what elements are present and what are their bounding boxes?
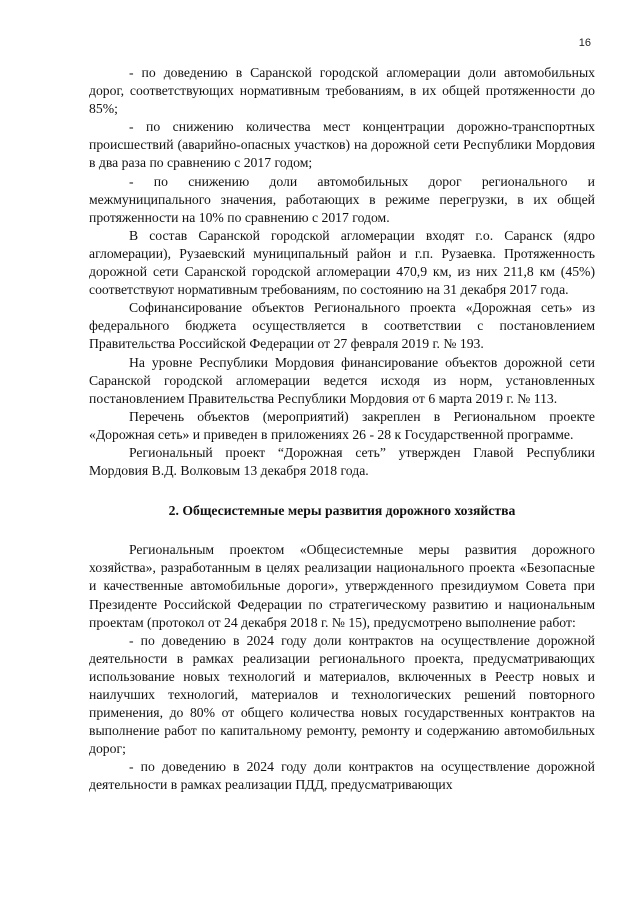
paragraph-urban-roads-target: - по доведению в Саранской городской агломерации доли автомобильных дорог, соответствующих нормативным требованиям, в их общей протяженности до 85%;	[89, 65, 595, 117]
paragraph-accident-sites-target: - по снижению количества мест концентрации дорожно-транспортных происшествий (аварийно-опасных участков) на дорожной сети Республики Мордовия в два раза по сравнению с 2017 годом;	[89, 119, 595, 171]
paragraph-project-approval: Региональный проект “Дорожная сеть” утвержден Главой Республики Мордовия В.Д. Волковым 13 декабря 2018 года.	[89, 444, 595, 479]
paragraph-systemic-measures-intro: Региональным проектом «Общесистемные меры развития дорожного хозяйства», разработанным в целях реализации национального проекта «Безопасные и качественные автомобильные дороги», утвержденного президиумом Совета при Президенте Российской Федерации по стратегическому развитию и национальным проектам (протокол от 24 декабря 2018 г. № 15), предусмотрено выполнение работ:	[89, 542, 595, 630]
paragraph-agglomeration-composition: В состав Саранской городской агломерации входят г.о. Саранск (ядро агломерации), Рузаевский муниципальный район и г.п. Рузаевка. Протяженность дорожной сети Саранской городской агломерации 470,9 км, из них 211,8 км (45%) соответствуют нормативным требованиям, по состоянию на 31 декабря 2017 года.	[89, 227, 595, 298]
document-body	[89, 64, 595, 795]
paragraph-pdd-contracts: - по доведению в 2024 году доли контрактов на осуществление дорожной деятельности в рамках реализации ПДД, предусматривающих	[89, 759, 595, 793]
paragraph-overload-roads-target: - по снижению доли автомобильных дорог регионального и межмуниципального значения, работающих в режиме перегрузки, в их общей протяженности на 10% по сравнению с 2017 годом.	[89, 173, 595, 225]
page-number: 16	[578, 37, 591, 49]
paragraph-regional-financing: На уровне Республики Мордовия финансирование объектов дорожной сети Саранской городской агломерации ведется исходя из норм, установленных постановлением Правительства Республики Мордовия от 6 марта 2019 г. № 113.	[89, 354, 595, 406]
section-heading: 2. Общесистемные меры развития дорожного хозяйства	[168, 503, 516, 519]
paragraph-object-list: Перечень объектов (мероприятий) закреплен в Региональном проекте «Дорожная сеть» и приведен в приложениях 26 - 28 к Государственной программе.	[89, 408, 595, 442]
paragraph-new-technologies-contracts: - по доведению в 2024 году доли контрактов на осуществление дорожной деятельности в рамках реализации регионального проекта, предусматривающих использование новых технологий и материалов, включенных в Реестр новых и наилучших технологий, материалов и технологических решений повторного применения, до 80% от общего количества новых государственных контрактов на выполнение работ по капитальному ремонту, ремонту и содержанию автомобильных дорог;	[89, 632, 595, 757]
paragraph-federal-cofinancing: Софинансирование объектов Регионального проекта «Дорожная сеть» из федерального бюджета осуществляется в соответствии с постановлением Правительства Российской Федерации от 27 февраля 2019 г. № 193.	[89, 300, 595, 352]
